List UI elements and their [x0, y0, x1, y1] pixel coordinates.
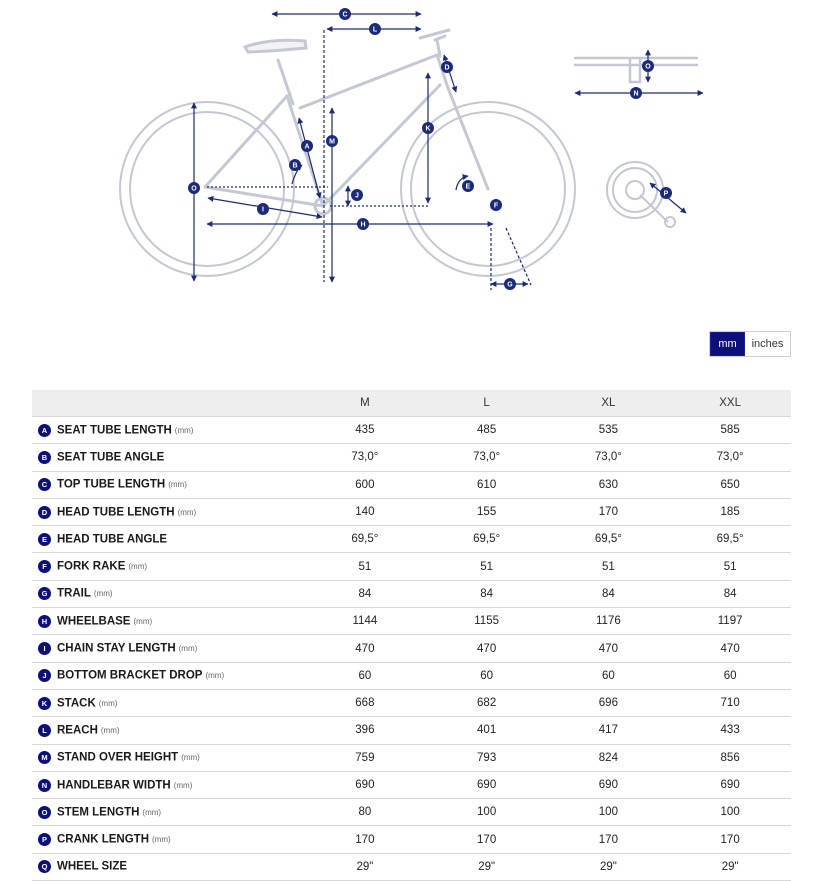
value-cell-m: 29": [304, 853, 426, 880]
param-label-cell: [32, 689, 304, 716]
table-row: [32, 853, 791, 880]
value-cell-xxl: 585: [669, 417, 791, 444]
value-cell-xl: 690: [548, 771, 670, 798]
value-cell-m: 51: [304, 553, 426, 580]
marker-j: [351, 189, 363, 201]
value-cell-m: 1144: [304, 608, 426, 635]
value-cell-xl: 60: [548, 662, 670, 689]
svg-text:A: A: [304, 143, 310, 151]
bike-geometry-diagram: [0, 0, 822, 320]
svg-text:P: P: [663, 190, 669, 198]
param-name: SEAT TUBE LENGTH: [57, 424, 172, 437]
value-cell-xxl: 84: [669, 580, 791, 607]
param-unit: (mm): [168, 480, 187, 490]
value-cell-l: 470: [426, 635, 548, 662]
rear-wheel: [120, 102, 294, 276]
size-header-xl: XL: [548, 390, 670, 417]
param-label-cell: [32, 771, 304, 798]
geometry-table-body: [32, 417, 791, 881]
value-cell-l: 1155: [426, 608, 548, 635]
svg-text:F: F: [493, 202, 499, 210]
marker-o-wheel: [188, 182, 200, 194]
value-cell-l: 170: [426, 826, 548, 853]
seat-tube-length-line: [299, 118, 320, 198]
value-cell-xxl: 1197: [669, 608, 791, 635]
param-name: SEAT TUBE ANGLE: [57, 451, 165, 464]
value-cell-m: 170: [304, 826, 426, 853]
table-row: [32, 526, 791, 553]
param-unit: (mm): [178, 644, 198, 654]
value-cell-l: 610: [426, 471, 548, 498]
param-unit: (mm): [128, 562, 148, 572]
marker-g: [504, 278, 516, 290]
unit-mm-button[interactable]: mm: [710, 332, 745, 356]
param-label-cell: [32, 826, 304, 853]
param-letter-badge: I: [38, 642, 51, 655]
param-unit: (mm): [205, 671, 225, 681]
svg-text:D: D: [444, 64, 450, 72]
table-row: [32, 826, 791, 853]
value-cell-xxl: 470: [669, 635, 791, 662]
marker-h: [357, 218, 369, 230]
value-cell-xl: 100: [548, 799, 670, 826]
table-row: [32, 744, 791, 771]
param-letter-badge: O: [38, 806, 51, 819]
param-label-cell: [32, 526, 304, 553]
value-cell-l: 690: [426, 771, 548, 798]
param-label-cell: [32, 417, 304, 444]
param-letter-badge: Q: [38, 860, 51, 873]
value-cell-m: 60: [304, 662, 426, 689]
value-cell-xl: 170: [548, 498, 670, 525]
param-label-cell: [32, 580, 304, 607]
value-cell-l: 485: [426, 417, 548, 444]
handlebar-top-view: [574, 58, 698, 82]
value-cell-m: 435: [304, 417, 426, 444]
table-row: [32, 771, 791, 798]
table-row: [32, 608, 791, 635]
param-label-cell: [32, 608, 304, 635]
param-unit: (mm): [133, 616, 153, 626]
param-letter-badge: B: [38, 451, 51, 464]
param-letter-badge: A: [38, 424, 51, 437]
value-cell-l: 100: [426, 799, 548, 826]
param-unit: (mm): [152, 835, 171, 845]
marker-o-stem: [642, 60, 654, 72]
svg-text:L: L: [372, 26, 378, 34]
param-letter-badge: C: [38, 478, 51, 491]
size-header-l: L: [426, 390, 548, 417]
value-cell-xxl: 170: [669, 826, 791, 853]
param-unit: (mm): [100, 725, 120, 735]
param-name: HEAD TUBE LENGTH: [57, 506, 175, 519]
value-cell-m: 69,5°: [304, 526, 426, 553]
value-cell-m: 84: [304, 580, 426, 607]
value-cell-m: 73,0°: [304, 444, 426, 471]
svg-text:J: J: [355, 192, 359, 200]
param-label-cell: [32, 744, 304, 771]
unit-inches-button[interactable]: inches: [745, 332, 790, 356]
head-tube-length-line: [444, 55, 456, 92]
param-unit: (mm): [181, 753, 200, 763]
value-cell-m: 140: [304, 498, 426, 525]
value-cell-m: 600: [304, 471, 426, 498]
param-name: BOTTOM BRACKET DROP: [57, 669, 203, 682]
header-empty-cell: [32, 390, 304, 417]
param-label-cell: [32, 799, 304, 826]
param-name: STACK: [57, 697, 96, 710]
value-cell-xl: 51: [548, 553, 670, 580]
marker-k: [422, 122, 434, 134]
marker-f: [490, 199, 502, 211]
value-cell-xl: 1176: [548, 608, 670, 635]
param-name: CRANK LENGTH: [57, 833, 149, 846]
svg-text:O: O: [191, 185, 197, 193]
param-letter-badge: N: [38, 779, 51, 792]
value-cell-xxl: 69,5°: [669, 526, 791, 553]
svg-text:N: N: [633, 90, 639, 98]
table-row: [32, 444, 791, 471]
value-cell-xl: 696: [548, 689, 670, 716]
param-label-cell: [32, 553, 304, 580]
table-row: [32, 635, 791, 662]
value-cell-l: 793: [426, 744, 548, 771]
param-name: HANDLEBAR WIDTH: [57, 779, 171, 791]
svg-text:B: B: [292, 162, 298, 170]
param-label-cell: [32, 471, 304, 498]
svg-text:I: I: [262, 206, 264, 214]
svg-text:K: K: [425, 125, 431, 133]
marker-l: [369, 23, 381, 35]
value-cell-l: 682: [426, 689, 548, 716]
marker-p: [660, 187, 672, 199]
value-cell-m: 396: [304, 717, 426, 744]
value-cell-l: 401: [426, 717, 548, 744]
param-letter-badge: E: [38, 533, 51, 546]
svg-text:M: M: [329, 138, 335, 146]
marker-d: [441, 61, 453, 73]
param-name: STEM LENGTH: [57, 806, 140, 819]
param-letter-badge: P: [38, 833, 51, 846]
value-cell-xl: 170: [548, 826, 670, 853]
param-name: TRAIL: [57, 587, 91, 600]
param-label-cell: [32, 635, 304, 662]
value-cell-m: 470: [304, 635, 426, 662]
value-cell-l: 60: [426, 662, 548, 689]
value-cell-xl: 824: [548, 744, 670, 771]
param-name: CHAIN STAY LENGTH: [57, 642, 176, 655]
svg-text:O: O: [645, 63, 651, 71]
unit-toggle: [709, 331, 791, 357]
param-name: FORK RAKE: [57, 560, 126, 573]
value-cell-m: 759: [304, 744, 426, 771]
param-letter-badge: K: [38, 697, 51, 710]
value-cell-l: 155: [426, 498, 548, 525]
value-cell-l: 73,0°: [426, 444, 548, 471]
param-name: TOP TUBE LENGTH: [57, 478, 166, 491]
value-cell-xl: 417: [548, 717, 670, 744]
value-cell-xxl: 73,0°: [669, 444, 791, 471]
value-cell-xxl: 690: [669, 771, 791, 798]
value-cell-xxl: 100: [669, 799, 791, 826]
value-cell-xxl: 433: [669, 717, 791, 744]
size-header-m: M: [304, 390, 426, 417]
table-row: [32, 580, 791, 607]
value-cell-xl: 69,5°: [548, 526, 670, 553]
param-letter-badge: J: [38, 669, 51, 682]
param-unit: (mm): [174, 425, 194, 435]
value-cell-m: 668: [304, 689, 426, 716]
svg-text:H: H: [360, 221, 366, 229]
value-cell-l: 51: [426, 553, 548, 580]
param-unit: (mm): [142, 807, 162, 817]
marker-c: [339, 8, 351, 20]
value-cell-l: 84: [426, 580, 548, 607]
param-name: STAND OVER HEIGHT: [57, 751, 179, 764]
param-letter-badge: F: [38, 560, 51, 573]
param-letter-badge: M: [38, 751, 51, 764]
value-cell-m: 690: [304, 771, 426, 798]
value-cell-xl: 630: [548, 471, 670, 498]
value-cell-xxl: 60: [669, 662, 791, 689]
value-cell-xl: 73,0°: [548, 444, 670, 471]
svg-text:G: G: [507, 281, 513, 289]
param-letter-badge: D: [38, 506, 51, 519]
svg-text:E: E: [465, 183, 471, 191]
param-label-cell: [32, 444, 304, 471]
param-letter-badge: L: [38, 724, 51, 737]
value-cell-l: 29": [426, 853, 548, 880]
svg-text:C: C: [342, 11, 348, 19]
geometry-table: [32, 390, 791, 881]
table-row: [32, 689, 791, 716]
value-cell-xl: 535: [548, 417, 670, 444]
param-label-cell: [32, 662, 304, 689]
table-row: [32, 799, 791, 826]
table-header-row: [32, 390, 791, 417]
table-row: [32, 498, 791, 525]
param-name: HEAD TUBE ANGLE: [57, 533, 168, 546]
param-unit: (mm): [98, 698, 118, 708]
value-cell-xl: 84: [548, 580, 670, 607]
param-name: WHEEL SIZE: [57, 860, 128, 873]
value-cell-xxl: 185: [669, 498, 791, 525]
value-cell-l: 69,5°: [426, 526, 548, 553]
value-cell-xxl: 710: [669, 689, 791, 716]
marker-a: [301, 140, 313, 152]
value-cell-xl: 470: [548, 635, 670, 662]
marker-n: [630, 87, 642, 99]
value-cell-xl: 29": [548, 853, 670, 880]
marker-e: [462, 180, 474, 192]
param-label-cell: [32, 498, 304, 525]
table-row: [32, 417, 791, 444]
table-row: [32, 717, 791, 744]
param-name: WHEELBASE: [57, 615, 131, 628]
marker-i: [257, 203, 269, 215]
param-unit: (mm): [177, 507, 197, 517]
param-letter-badge: H: [38, 615, 51, 628]
value-cell-xxl: 51: [669, 553, 791, 580]
table-row: [32, 553, 791, 580]
size-header-xxl: XXL: [669, 390, 791, 417]
param-letter-badge: G: [38, 587, 51, 600]
param-unit: (mm): [93, 589, 113, 599]
marker-b: [289, 159, 301, 171]
param-name: REACH: [57, 724, 98, 737]
value-cell-xxl: 650: [669, 471, 791, 498]
value-cell-xxl: 29": [669, 853, 791, 880]
value-cell-xxl: 856: [669, 744, 791, 771]
param-label-cell: [32, 717, 304, 744]
table-row: [32, 662, 791, 689]
param-unit: (mm): [173, 780, 193, 790]
value-cell-m: 80: [304, 799, 426, 826]
table-row: [32, 471, 791, 498]
marker-m: [326, 135, 338, 147]
param-label-cell: [32, 853, 304, 880]
